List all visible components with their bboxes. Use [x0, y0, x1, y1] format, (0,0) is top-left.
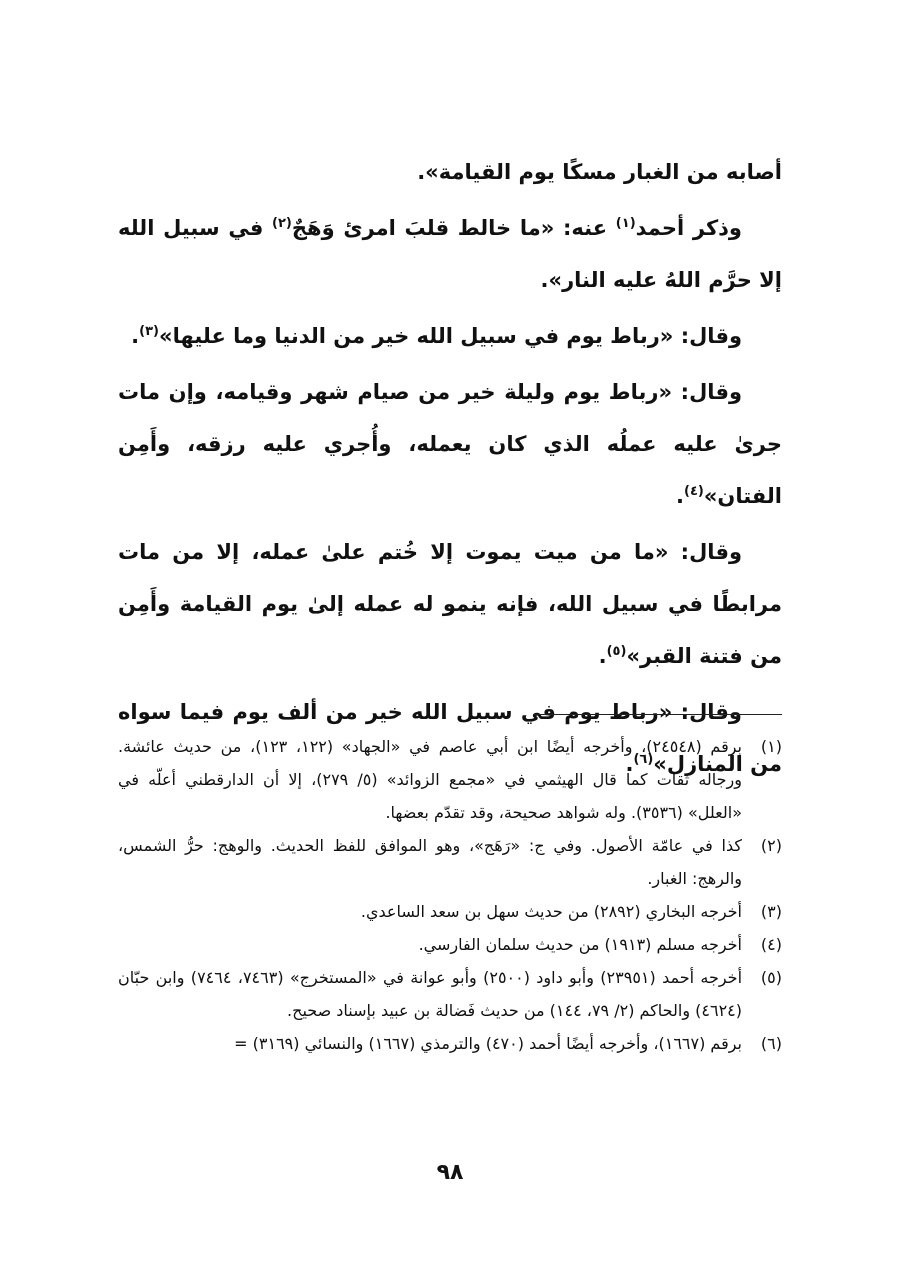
main-body-text: [118, 146, 782, 794]
footnote-3: [118, 895, 782, 928]
paragraph-5: وقال: «ما من ميت يموت إلا خُتم علىٰ عمله، إلا من مات مرابطًا في سبيل الله، فإنه ينمو له عمله إلىٰ يوم القيامة وأَمِن من فتنة القبر»$^{(٥)}$.: [118, 540, 782, 668]
footnote-number: (٢): [760, 836, 782, 855]
paragraph-1: أصابه من الغبار مسكًا يوم القيامة».: [417, 160, 782, 184]
footnote-4: [118, 928, 782, 961]
footnote-5: [118, 961, 782, 1027]
footnote-number: (٤): [760, 935, 782, 954]
footnote-1: [118, 730, 782, 829]
footnote-ref-3[interactable]: (٣): [139, 324, 159, 339]
footnote-divider: [534, 714, 782, 715]
footnote-ref-4[interactable]: (٤): [684, 484, 704, 499]
page-number: ٩٨: [436, 1160, 464, 1185]
paragraph-2: وذكر أحمد$^{(١)}$ عنه: «ما خالط قلبَ امرئ وَهَجٌ$^{(٢)}$ في سبيل الله إلا حرَّم اللهُ عليه النار».: [118, 216, 782, 292]
paragraph-6: وقال: «رباط يوم في سبيل الله خير من ألف يوم فيما سواه من المنازل»$^{(٦)}$.: [118, 700, 782, 776]
footnote-6: [118, 1027, 782, 1060]
footnote-ref-6[interactable]: (٦): [633, 752, 654, 767]
footnote-text: برقم (٢٤٥٤٨)، وأخرجه أيضًا ابن أبي عاصم في «الجهاد» (١٢٢، ١٢٣)، من حديث عائشة. ورجاله ثقات كما قال الهيثمي في «مجمع الزوائد» (٥/ ٢٧٩)، إلا أن الدارقطني أعلّه في «العلل» (٣٥٣٦). وله شواهد صحيحة، وقد تقدّم بعضها.: [118, 737, 742, 822]
footnote-ref-5[interactable]: (٥): [606, 644, 627, 659]
footnote-number: (٦): [760, 1034, 782, 1053]
footnotes-section: [118, 730, 782, 1060]
paragraph-4: وقال: «رباط يوم وليلة خير من صيام شهر وقيامه، وإن مات جرىٰ عليه عملُه الذي كان يعمله، وأُجري عليه رزقه، وأَمِن الفتان»$^{(٤)}$.: [118, 380, 782, 508]
footnote-text: أخرجه البخاري (٢٨٩٢) من حديث سهل بن سعد الساعدي.: [360, 902, 742, 921]
footnote-ref-2[interactable]: (٢): [272, 216, 292, 231]
footnote-number: (٣): [760, 902, 782, 921]
footnote-text: أخرجه أحمد (٢٣٩٥١) وأبو داود (٢٥٠٠) وأبو عوانة في «المستخرج» (٧٤٦٣، ٧٤٦٤) وابن حبّان (٤٦٢٤) والحاكم (٢/ ٧٩، ١٤٤) من حديث فَضالة بن عبيد بإسناد صحيح.: [118, 968, 743, 1020]
footnote-number: (٥): [760, 968, 782, 987]
footnote-ref-1[interactable]: (١): [615, 216, 636, 231]
footnote-number: (١): [760, 737, 782, 756]
paragraph-3: وقال: «رباط يوم في سبيل الله خير من الدنيا وما عليها»$^{(٣)}$.: [131, 324, 742, 348]
footnote-text: برقم (١٦٦٧)، وأخرجه أيضًا أحمد (٤٧٠) والترمذي (١٦٦٧) والنسائي (٣١٦٩) =: [234, 1034, 742, 1053]
footnote-2: [118, 829, 782, 895]
footnote-text: كذا في عامّة الأصول. وفي ج: «رَهَج»، وهو الموافق للفظ الحديث. والوهج: حرُّ الشمس، والرهج: الغبار.: [118, 836, 742, 888]
footnote-text: أخرجه مسلم (١٩١٣) من حديث سلمان الفارسي.: [418, 935, 742, 954]
